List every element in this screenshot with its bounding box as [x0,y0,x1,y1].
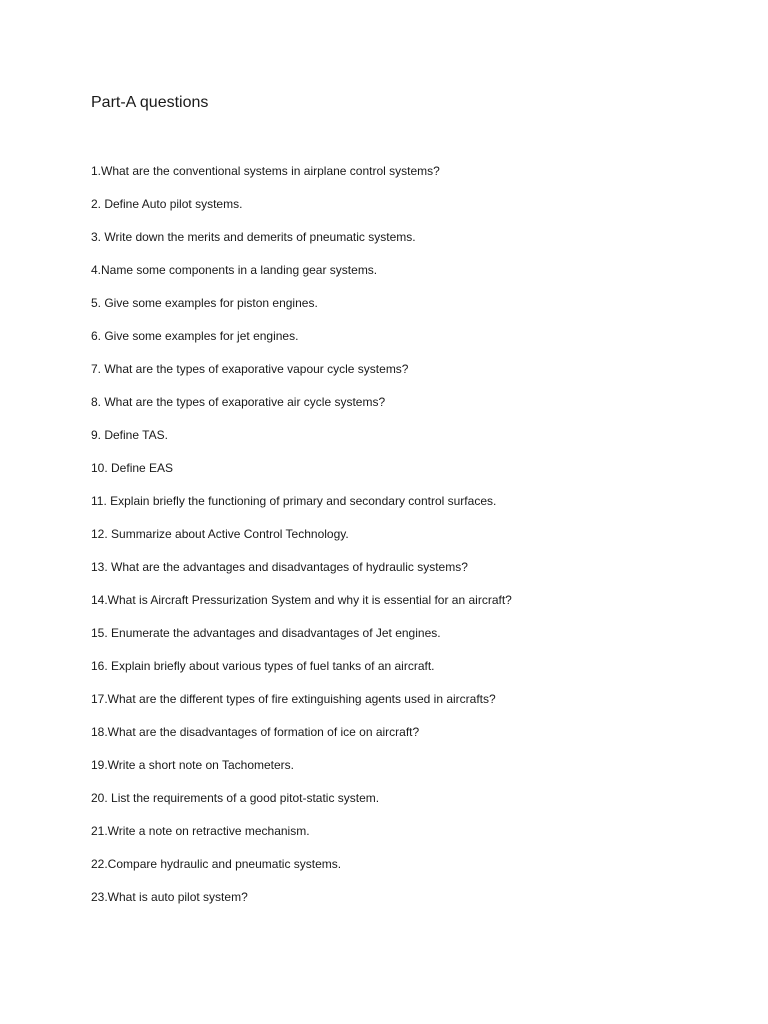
question-item: 20. List the requirements of a good pitot-static system. [91,791,380,805]
question-item: 4.Name some components in a landing gear systems. [91,263,378,277]
question-item: 11. Explain briefly the functioning of primary and secondary control surfaces. [91,494,497,508]
question-item: 12. Summarize about Active Control Technology. [91,527,349,541]
question-item: 17.What are the different types of fire extinguishing agents used in aircrafts? [91,692,496,706]
question-item: 3. Write down the merits and demerits of pneumatic systems. [91,230,416,244]
page-title: Part-A questions [91,94,209,111]
question-item: 9. Define TAS. [91,428,168,442]
question-item: 10. Define EAS [91,461,174,475]
question-list [91,163,512,922]
question-item: 2. Define Auto pilot systems. [91,197,243,211]
question-item: 23.What is auto pilot system? [91,890,248,904]
question-item: 1.What are the conventional systems in airplane control systems? [91,164,440,178]
question-item: 6. Give some examples for jet engines. [91,329,299,343]
question-item: 7. What are the types of exaporative vapour cycle systems? [91,362,409,376]
question-item: 16. Explain briefly about various types of fuel tanks of an aircraft. [91,659,435,673]
question-item: 21.Write a note on retractive mechanism. [91,824,310,838]
question-item: 5. Give some examples for piston engines. [91,296,318,310]
question-item: 18.What are the disadvantages of formation of ice on aircraft? [91,725,420,739]
question-item: 14.What is Aircraft Pressurization System and why it is essential for an aircraft? [91,593,512,607]
question-item: 22.Compare hydraulic and pneumatic systems. [91,857,342,871]
question-item: 8. What are the types of exaporative air cycle systems? [91,395,386,409]
question-item: 15. Enumerate the advantages and disadvantages of Jet engines. [91,626,441,640]
question-item: 19.Write a short note on Tachometers. [91,758,294,772]
question-item: 13. What are the advantages and disadvantages of hydraulic systems? [91,560,468,574]
